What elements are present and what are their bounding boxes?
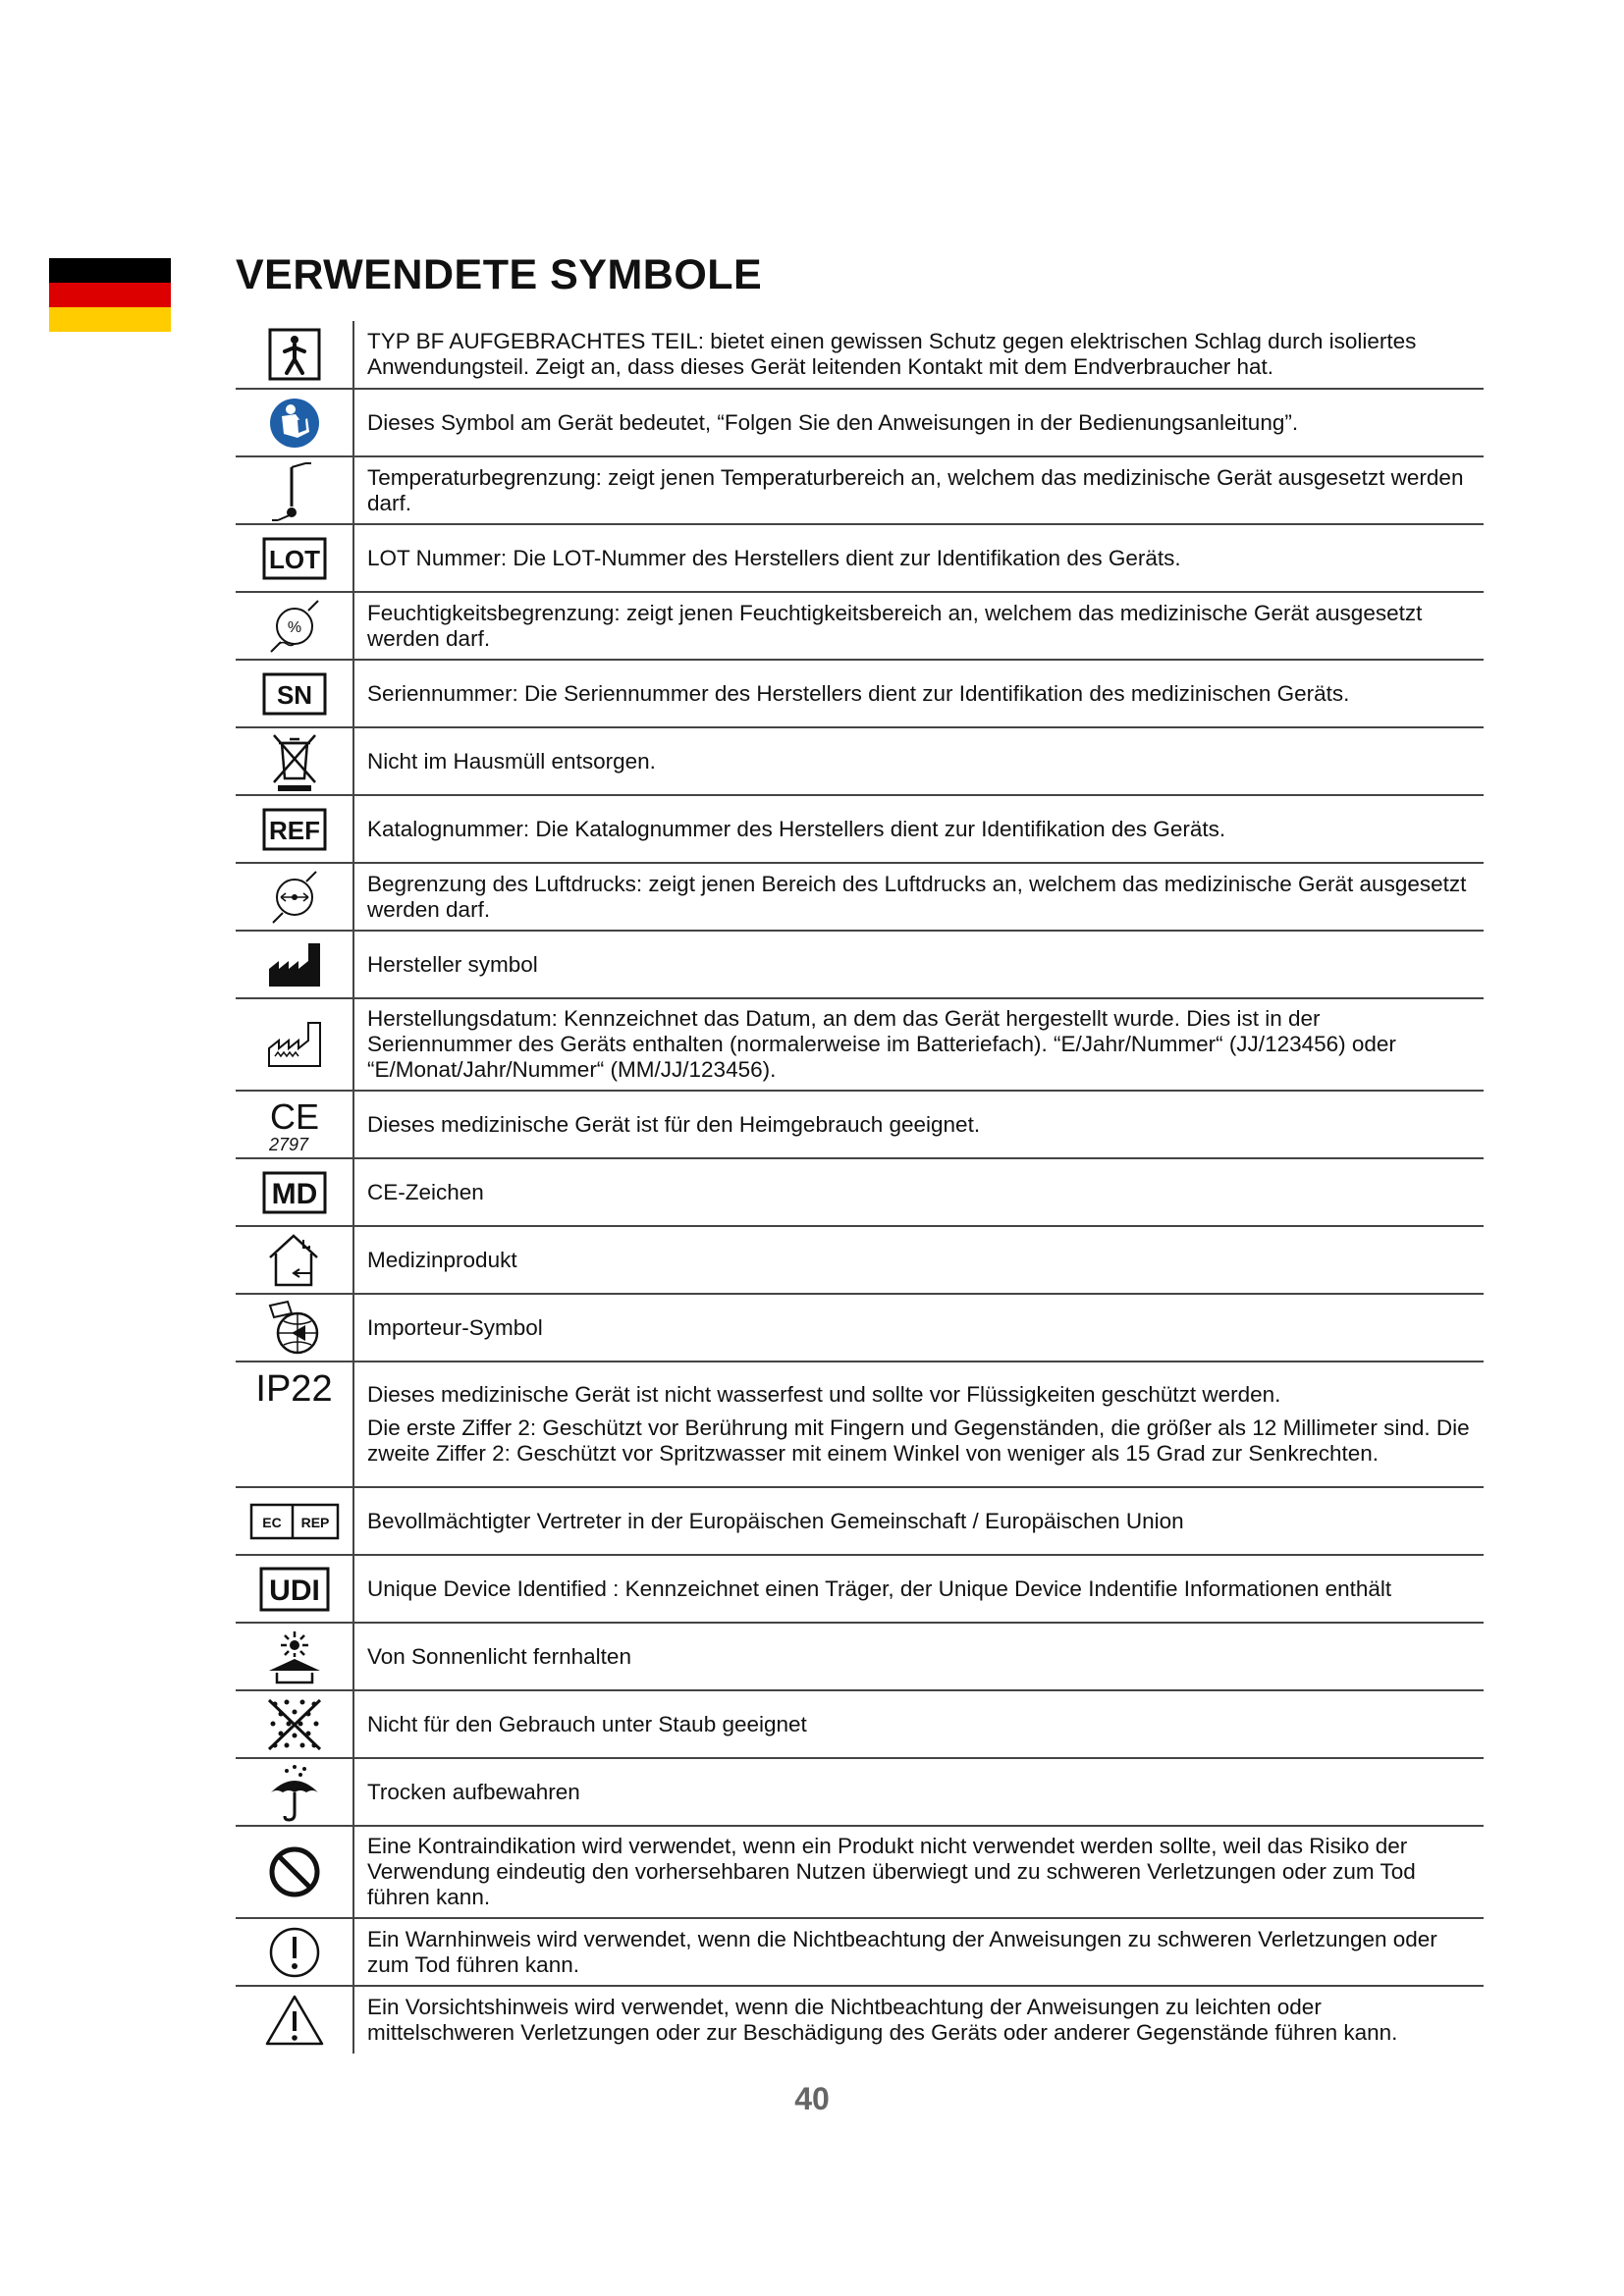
symbol-row	[236, 1294, 1484, 1362]
symbol-row	[236, 660, 1484, 727]
symbol-description: Feuchtigkeitsbegrenzung: zeigt jenen Feuchtigkeitsbereich an, welchem das medizinische Gerät ausgesetzt werden darf.	[353, 592, 1484, 660]
md-icon	[262, 1171, 327, 1214]
keep-away-sunlight-icon	[265, 1629, 324, 1684]
manufacturer-icon	[267, 941, 322, 988]
symbol-description: Importeur-Symbol	[353, 1294, 1484, 1362]
svg-text:SN: SN	[276, 679, 312, 710]
symbol-description: CE-Zeichen	[353, 1158, 1484, 1226]
symbol-row	[236, 1226, 1484, 1294]
svg-text:2797: 2797	[268, 1134, 308, 1154]
symbol-description: LOT Nummer: Die LOT-Nummer des Herstellers dient zur Identifikation des Geräts.	[353, 524, 1484, 592]
symbol-row	[236, 1758, 1484, 1826]
symbol-description: Nicht im Hausmüll entsorgen.	[353, 727, 1484, 795]
symbol-description: Hersteller symbol	[353, 931, 1484, 998]
symbol-description-detail: Die erste Ziffer 2: Geschützt vor Berührung mit Fingern und Gegenständen, die größer als 12 Millimeter sind. Die zweite Ziffer 2: Geschützt vor Spritzwasser mit einem Winkel von weniger als 15 Grad zur Senkrechten.	[367, 1415, 1470, 1466]
symbol-row	[236, 1158, 1484, 1226]
ce-mark-icon	[265, 1095, 324, 1154]
page-number: 40	[794, 2081, 830, 2116]
symbols-table	[236, 321, 1484, 2054]
symbol-description: Dieses Symbol am Gerät bedeutet, “Folgen Sie den Anweisungen in der Bedienungsanleitung”.	[353, 389, 1484, 456]
no-dust-icon	[265, 1696, 324, 1753]
symbol-row	[236, 524, 1484, 592]
page-title: VERWENDETE SYMBOLE	[236, 251, 763, 298]
symbol-row	[236, 456, 1484, 524]
svg-text:UDI: UDI	[268, 1574, 320, 1607]
humidity-limit-icon	[265, 597, 324, 656]
warning-icon	[267, 1925, 322, 1980]
symbol-row	[236, 998, 1484, 1091]
serial-number-icon	[262, 672, 327, 716]
svg-text:MD: MD	[271, 1177, 317, 1210]
symbol-description: Unique Device Identified : Kennzeichnet einen Träger, der Unique Device Indentifie Informationen enthält	[353, 1555, 1484, 1623]
symbol-description: Bevollmächtigter Vertreter in der Europäischen Gemeinschaft / Europäischen Union	[353, 1487, 1484, 1555]
svg-text:%: %	[287, 618, 301, 636]
symbol-row	[236, 321, 1484, 389]
symbol-description: Katalognummer: Die Katalognummer des Herstellers dient zur Identifikation des Geräts.	[353, 795, 1484, 863]
symbol-row	[236, 1918, 1484, 1986]
symbol-row	[236, 863, 1484, 931]
symbol-description: Ein Vorsichtshinweis wird verwendet, wenn die Nichtbeachtung der Anweisungen zu leichten oder mittelschweren Verletzungen oder zur Beschädigung des Geräts oder anderer Gegenstände führen kann.	[367, 1995, 1398, 2045]
svg-text:EC: EC	[261, 1514, 282, 1530]
svg-text:CE: CE	[269, 1095, 319, 1137]
ref-icon	[262, 808, 327, 851]
keep-dry-icon	[265, 1763, 324, 1822]
symbol-row	[236, 795, 1484, 863]
temperature-limit-icon	[268, 459, 321, 522]
symbol-description: Dieses medizinische Gerät ist für den Heimgebrauch geeignet.	[353, 1091, 1484, 1158]
symbol-row	[236, 1555, 1484, 1623]
caution-icon	[264, 1994, 325, 2047]
symbol-description: Temperaturbegrenzung: zeigt jenen Temperaturbereich an, welchem das medizinische Gerät ausgesetzt werden darf.	[353, 456, 1484, 524]
symbol-row	[236, 1826, 1484, 1918]
symbol-row	[236, 931, 1484, 998]
symbol-row	[236, 1487, 1484, 1555]
manufacture-date-icon	[267, 1021, 322, 1068]
symbol-row	[236, 1623, 1484, 1690]
flag-stripe-gold	[49, 307, 171, 332]
symbol-row	[236, 592, 1484, 660]
svg-text:LOT: LOT	[268, 544, 320, 574]
symbol-description: Von Sonnenlicht fernhalten	[353, 1623, 1484, 1690]
symbol-description: Trocken aufbewahren	[353, 1758, 1484, 1826]
lot-icon	[262, 537, 327, 580]
symbol-description: Eine Kontraindikation wird verwendet, wenn ein Produkt nicht verwendet werden sollte, weil das Risiko der Verwendung eindeutig den vorhersehbaren Nutzen überwiegt und zu schweren Verletzungen oder zum Tod führen kann.	[353, 1826, 1484, 1918]
svg-text:REP: REP	[300, 1514, 329, 1530]
home-use-icon	[266, 1232, 323, 1289]
contraindication-icon	[267, 1844, 322, 1899]
symbol-row	[236, 727, 1484, 795]
symbol-description: Herstellungsdatum: Kennzeichnet das Datum, an dem das Gerät hergestellt wurde. Dies ist in der Seriennummer des Geräts enthalten (normalerweise im Batteriefach). “E/Jahr/Nummer“ (JJ/123456) oder “E/Monat/Jahr/Nummer“ (MM/JJ/123456).	[353, 998, 1484, 1091]
type-bf-applied-part-icon	[268, 328, 321, 381]
weee-bin-icon	[268, 731, 321, 792]
symbol-description: Begrenzung des Luftdrucks: zeigt jenen Bereich des Luftdrucks an, welchem das medizinische Gerät ausgesetzt werden darf.	[353, 863, 1484, 931]
ec-rep-icon	[249, 1503, 340, 1540]
symbol-description: Ein Warnhinweis wird verwendet, wenn die Nichtbeachtung der Anweisungen zu schweren Verletzungen oder zum Tod führen kann.	[353, 1918, 1484, 1986]
symbol-description: Dieses medizinische Gerät ist nicht wasserfest und sollte vor Flüssigkeiten geschützt werden.	[367, 1382, 1281, 1407]
importer-icon	[266, 1300, 323, 1357]
symbol-description: Medizinprodukt	[353, 1226, 1484, 1294]
follow-instructions-icon	[268, 397, 321, 450]
symbol-row	[236, 1986, 1484, 2054]
symbol-row	[236, 1091, 1484, 1158]
pressure-limit-icon	[265, 868, 324, 927]
udi-icon	[259, 1567, 330, 1612]
symbol-row	[236, 1690, 1484, 1758]
flag-stripe-red	[49, 283, 171, 307]
german-flag-icon	[49, 258, 171, 332]
flag-stripe-black	[49, 258, 171, 283]
symbol-description: TYP BF AUFGEBRACHTES TEIL: bietet einen gewissen Schutz gegen elektrischen Schlag durch isoliertes Anwendungsteil. Zeigt an, dass dieses Gerät leitenden Kontakt mit dem Endverbraucher hat.	[353, 321, 1484, 389]
ip22-icon: IP22	[255, 1368, 333, 1410]
symbol-description: Nicht für den Gebrauch unter Staub geeignet	[353, 1690, 1484, 1758]
symbol-description: Seriennummer: Die Seriennummer des Herstellers dient zur Identifikation des medizinischen Geräts.	[353, 660, 1484, 727]
symbol-row	[236, 1362, 1484, 1487]
svg-text:REF: REF	[268, 815, 320, 845]
symbol-row	[236, 389, 1484, 456]
